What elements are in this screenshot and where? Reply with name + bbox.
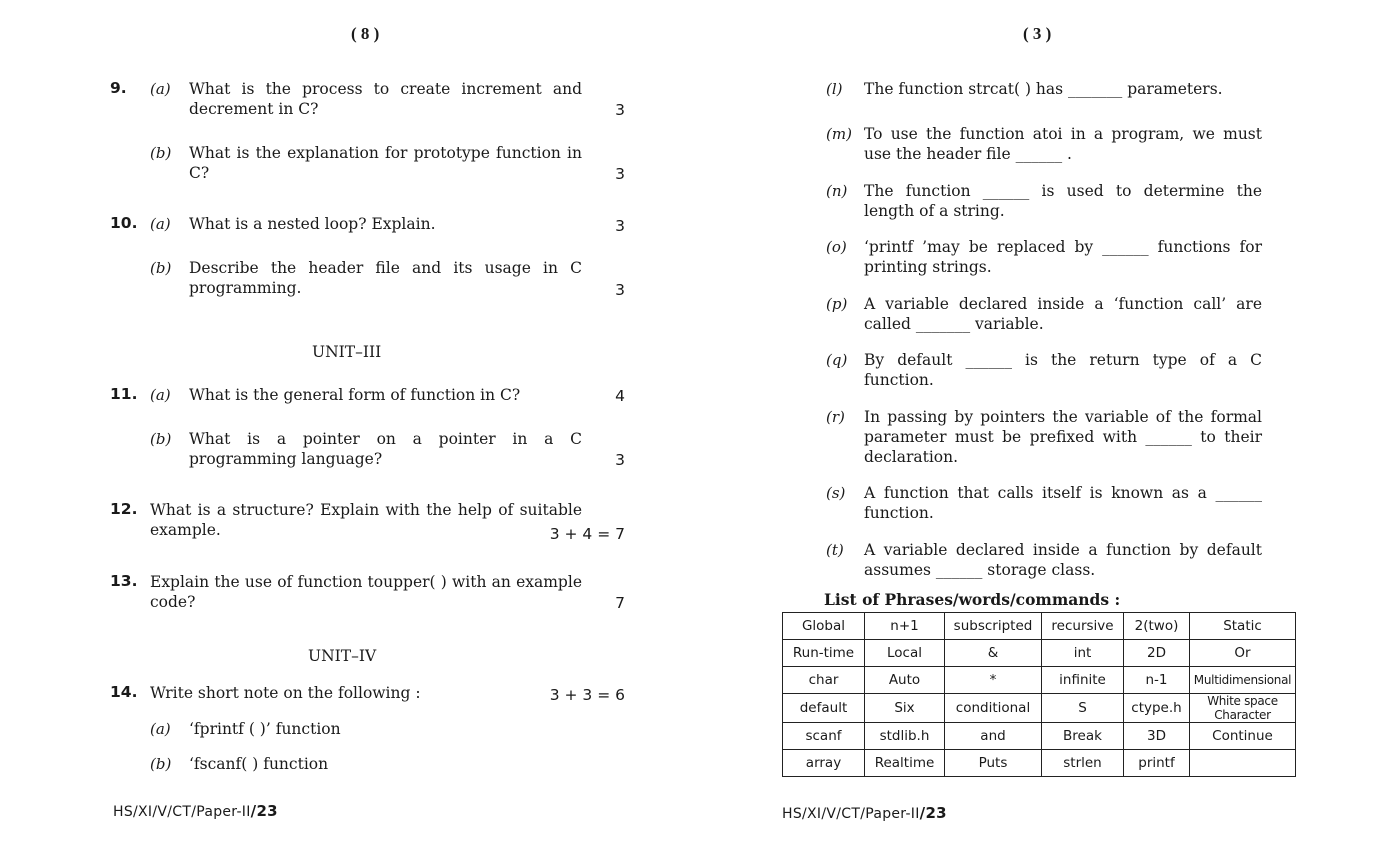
fill-blank-text: The function ______ is used to determine the length of a string. [864, 182, 1262, 220]
fill-blank-text: A variable declared inside a function by default assumes ______ storage class. [864, 541, 1262, 579]
fill-blank-text: A function that calls itself is known as a ______ function. [864, 484, 1262, 522]
phrase-table-cell: n+1 [865, 613, 945, 640]
page-number-left: ( 8 ) [351, 24, 380, 43]
unit-heading: UNIT–III [312, 343, 382, 361]
item-label: (p) [826, 295, 848, 313]
question-number: 11. [110, 385, 138, 403]
phrase-table-cell: and [945, 723, 1042, 750]
phrase-table-cell: stdlib.h [865, 723, 945, 750]
phrase-table-cell: Or [1190, 640, 1296, 667]
phrase-table-cell: S [1042, 694, 1124, 723]
phrase-table-cell: ctype.h [1124, 694, 1190, 723]
sub-question-label: (a) [150, 386, 171, 404]
question-text: ‘fprintf ( )’ function [189, 720, 341, 738]
item-label: (s) [826, 484, 846, 502]
phrase-table-cell: 2D [1124, 640, 1190, 667]
phrase-table-cell: Multidimensional [1190, 667, 1296, 694]
footer-number: /23 [250, 802, 278, 820]
phrase-table-cell: Run-time [783, 640, 865, 667]
phrase-table [782, 612, 1296, 777]
marks: 3 [615, 451, 625, 469]
sub-question-label: (a) [150, 80, 171, 98]
page-number-right: ( 3 ) [1023, 24, 1052, 43]
marks: 7 [615, 594, 625, 612]
phrase-table-cell: * [945, 667, 1042, 694]
question-number: 12. [110, 500, 138, 518]
phrase-table-cell: Realtime [865, 750, 945, 777]
item-label: (r) [826, 408, 845, 426]
marks: 3 [615, 281, 625, 299]
question-number: 10. [110, 214, 138, 232]
unit-heading: UNIT–IV [308, 647, 377, 665]
phrase-table-cell: Static [1190, 613, 1296, 640]
fill-blank-text: By default ______ is the return type of a C function. [864, 351, 1262, 389]
fill-blank-text: In passing by pointers the variable of the formal parameter must be prefixed with ______ to their declaration. [864, 408, 1262, 466]
phrase-table-cell: scanf [783, 723, 865, 750]
phrase-table-cell: subscripted [945, 613, 1042, 640]
marks: 3 [615, 101, 625, 119]
phrase-table-cell [1190, 750, 1296, 777]
fill-blank-text: A variable declared inside a ‘function call’ are called _______ variable. [864, 295, 1262, 333]
sub-question-label: (b) [150, 755, 172, 773]
phrase-table-cell: conditional [945, 694, 1042, 723]
footer-number: /23 [919, 804, 947, 822]
question-number: 13. [110, 572, 138, 590]
marks: 4 [615, 387, 625, 405]
question-text: What is the explanation for prototype function in C? [189, 144, 582, 182]
phrase-table-row [783, 750, 1296, 777]
footer-right [782, 804, 947, 822]
question-text: What is the general form of function in C? [189, 386, 521, 404]
fill-blank-text: ‘printf ’may be replaced by ______ functions for printing strings. [864, 238, 1262, 276]
phrase-table-cell: 2(two) [1124, 613, 1190, 640]
fill-blank-text: The function strcat( ) has _______ parameters. [864, 80, 1223, 98]
item-label: (q) [826, 351, 848, 369]
item-label: (l) [826, 80, 843, 98]
phrase-table-cell: Puts [945, 750, 1042, 777]
phrase-table-cell: int [1042, 640, 1124, 667]
question-text: What is a pointer on a pointer in a C programming language? [189, 430, 582, 468]
question-text: Write short note on the following : [150, 684, 421, 702]
marks: 3 + 4 = 7 [549, 525, 625, 543]
phrase-table-row [783, 694, 1296, 723]
phrase-table-row [783, 667, 1296, 694]
fill-blank-text: To use the function atoi in a program, we must use the header file ______ . [864, 125, 1262, 163]
question-text: Describe the header file and its usage in C programming. [189, 259, 582, 297]
question-text: What is a nested loop? Explain. [189, 215, 436, 233]
phrase-table-cell: Continue [1190, 723, 1296, 750]
sub-question-label: (b) [150, 430, 172, 448]
question-text: Explain the use of function toupper( ) with an example code? [150, 573, 582, 611]
phrase-table-cell: Six [865, 694, 945, 723]
phrase-table-cell: strlen [1042, 750, 1124, 777]
item-label: (n) [826, 182, 848, 200]
item-label: (o) [826, 238, 847, 256]
phrase-table-cell: Break [1042, 723, 1124, 750]
sub-question-label: (a) [150, 215, 171, 233]
marks: 3 [615, 165, 625, 183]
phrase-table-row [783, 613, 1296, 640]
question-text: What is a structure? Explain with the help of suitable example. [150, 501, 582, 539]
sub-question-label: (b) [150, 144, 172, 162]
phrase-table-cell: infinite [1042, 667, 1124, 694]
phrase-table-cell: char [783, 667, 865, 694]
phrase-table-cell: & [945, 640, 1042, 667]
phrase-table-cell: White space Character [1190, 694, 1296, 723]
item-label: (t) [826, 541, 844, 559]
item-label: (m) [826, 125, 852, 143]
question-number: 14. [110, 683, 138, 701]
phrase-table-cell: array [783, 750, 865, 777]
footer-code: HS/XI/V/CT/Paper-II [113, 804, 251, 820]
phrase-table-row [783, 723, 1296, 750]
phrase-table-cell: 3D [1124, 723, 1190, 750]
phrase-table-cell: n-1 [1124, 667, 1190, 694]
phrase-table-cell: default [783, 694, 865, 723]
sub-question-label: (a) [150, 720, 171, 738]
phrase-table-cell: Auto [865, 667, 945, 694]
question-number: 9. [110, 79, 127, 97]
phrase-table-cell: printf [1124, 750, 1190, 777]
footer-left [113, 802, 278, 820]
phrase-table-cell: recursive [1042, 613, 1124, 640]
sub-question-label: (b) [150, 259, 172, 277]
marks: 3 [615, 217, 625, 235]
phrase-table-cell: Local [865, 640, 945, 667]
phrase-list-title: List of Phrases/words/commands : [824, 590, 1121, 609]
phrase-table-cell: Global [783, 613, 865, 640]
footer-code: HS/XI/V/CT/Paper-II [782, 806, 920, 822]
question-text: What is the process to create increment and decrement in C? [189, 80, 582, 118]
question-text: ‘fscanf( ) function [189, 755, 329, 773]
phrase-table-row [783, 640, 1296, 667]
marks: 3 + 3 = 6 [549, 686, 625, 704]
